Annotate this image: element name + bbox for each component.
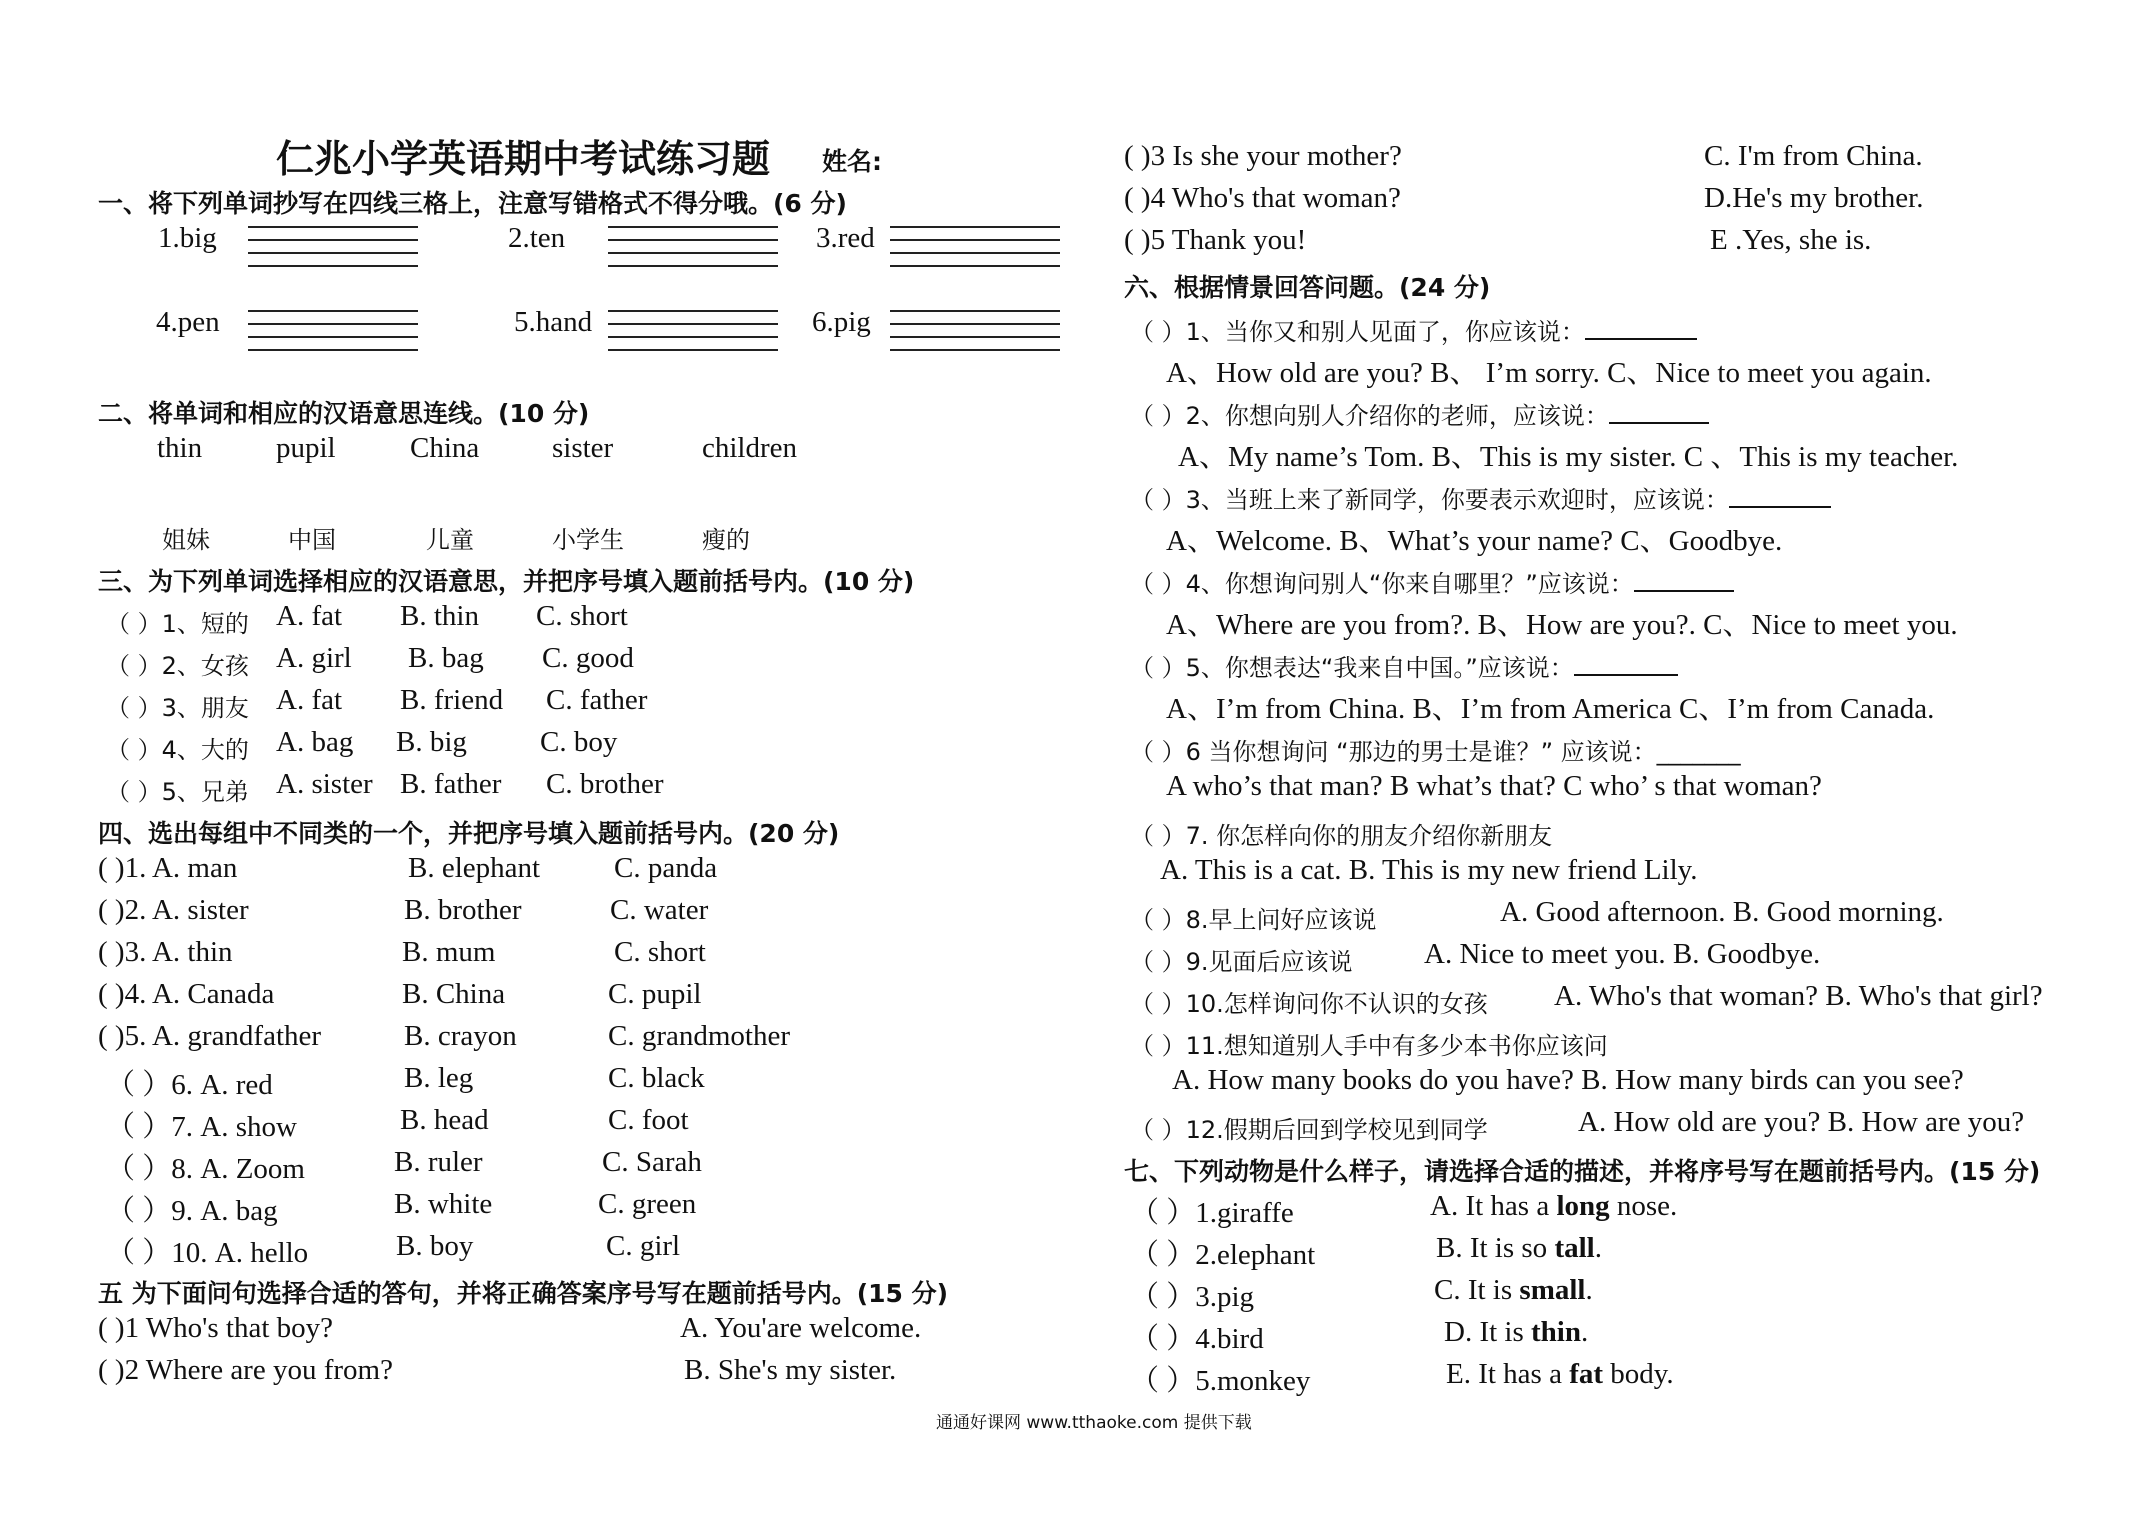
copy-word: 6.pig [812, 306, 871, 338]
answer-blank[interactable] [1729, 506, 1831, 508]
match-chinese-word[interactable]: 儿童 [426, 526, 474, 554]
match-english-word[interactable]: sister [552, 432, 614, 464]
s4-option-c: C. girl [606, 1230, 681, 1262]
s3-option-c: C. brother [546, 768, 664, 800]
s3-option-a: A. fat [276, 600, 343, 632]
s3-option-a: A. sister [276, 768, 373, 800]
s3-question[interactable]: （ ）5、兄弟 [106, 778, 249, 806]
s7-description: A. It has a long nose. [1430, 1190, 1678, 1222]
s5-answer: B. She's my sister. [684, 1354, 897, 1386]
copy-word: 1.big [158, 222, 217, 254]
s3-option-c: C. boy [540, 726, 618, 758]
page-title: 仁兆小学英语期中考试练习题 [276, 136, 771, 181]
s5-answer: C. I'm from China. [1704, 140, 1923, 172]
match-english-word[interactable]: thin [157, 432, 203, 464]
s6-question[interactable]: （ ）10.怎样询问你不认识的女孩 [1130, 990, 1488, 1018]
four-line-grid[interactable] [608, 226, 778, 278]
four-line-grid[interactable] [890, 226, 1060, 278]
s6-question[interactable]: （ ）11.想知道别人手中有多少本书你应该问 [1130, 1032, 1608, 1060]
answer-blank[interactable] [1574, 674, 1678, 676]
s6-question[interactable]: （ ）5、你想表达“我来自中国。”应该说： [1130, 648, 1678, 683]
s6-options: A、I’m from China. B、I’m from America C、I’m from Canada. [1166, 693, 1935, 725]
s6-options: A. How old are you? B. How are you? [1578, 1106, 2025, 1138]
s4-option-c: C. black [608, 1062, 705, 1094]
s4-option-b: B. white [394, 1188, 493, 1220]
s4-option-b: B. mum [402, 936, 496, 968]
s7-animal[interactable]: （ ）2.elephant [1130, 1239, 1316, 1271]
s4-question[interactable]: （ ）9. A. bag [106, 1195, 278, 1227]
s4-option-b: B. China [402, 978, 506, 1010]
section-3-heading: 三、为下列单词选择相应的汉语意思，并把序号填入题前括号内。(10 分) [98, 567, 915, 596]
s3-question[interactable]: （ ）2、女孩 [106, 652, 249, 680]
s4-option-c: C. Sarah [602, 1146, 702, 1178]
name-label: 姓名: [822, 147, 882, 176]
s7-animal[interactable]: （ ）5.monkey [1130, 1365, 1311, 1397]
s4-question[interactable]: （ ）10. A. hello [106, 1237, 309, 1269]
match-chinese-word[interactable]: 小学生 [552, 526, 624, 554]
section-7-heading: 七、下列动物是什么样子，请选择合适的描述，并将序号写在题前括号内。(15 分) [1124, 1157, 2041, 1186]
s4-question[interactable]: ( )3. A. thin [98, 936, 233, 968]
s6-question[interactable]: （ ）7. 你怎样向你的朋友介绍你新朋友 [1130, 822, 1553, 850]
s4-option-c: C. short [614, 936, 706, 968]
s3-option-a: A. girl [276, 642, 352, 674]
match-chinese-word[interactable]: 中国 [288, 526, 336, 554]
s4-option-b: B. ruler [394, 1146, 483, 1178]
s4-option-c: C. grandmother [608, 1020, 791, 1052]
section-2-heading: 二、将单词和相应的汉语意思连线。(10 分) [98, 399, 590, 428]
s7-animal[interactable]: （ ）3.pig [1130, 1281, 1255, 1313]
s3-question[interactable]: （ ）3、朋友 [106, 694, 249, 722]
s3-option-b: B. big [396, 726, 467, 758]
s3-option-a: A. fat [276, 684, 343, 716]
match-chinese-word[interactable]: 姐妹 [162, 526, 210, 554]
section-1-heading: 一、将下列单词抄写在四线三格上，注意写错格式不得分哦。(6 分) [98, 189, 847, 218]
s3-option-b: B. thin [400, 600, 479, 632]
s6-question[interactable]: （ ）12.假期后回到学校见到同学 [1130, 1116, 1488, 1144]
copy-word: 3.red [816, 222, 875, 254]
s6-question[interactable]: （ ）4、你想询问别人“你来自哪里？”应该说： [1130, 564, 1734, 599]
s6-options: A. Good afternoon. B. Good morning. [1500, 896, 1944, 928]
s3-option-c: C. good [542, 642, 634, 674]
copy-word: 5.hand [514, 306, 593, 338]
s3-option-c: C. short [536, 600, 628, 632]
s3-question[interactable]: （ ）4、大的 [106, 736, 249, 764]
s6-question[interactable]: （ ）1、当你又和别人见面了，你应该说： [1130, 312, 1697, 347]
s4-option-b: B. brother [404, 894, 522, 926]
section-6-heading: 六、根据情景回答问题。(24 分) [1124, 273, 1491, 302]
s5-question[interactable]: ( )2 Where are you from? [98, 1354, 393, 1386]
s3-question[interactable]: （ ）1、短的 [106, 610, 249, 638]
s4-option-b: B. elephant [408, 852, 541, 884]
s6-question[interactable]: （ ）2、你想向别人介绍你的老师，应该说： [1130, 396, 1709, 431]
match-english-word[interactable]: China [410, 432, 480, 464]
s3-option-b: B. friend [400, 684, 504, 716]
s5-answer: A. You'are welcome. [680, 1312, 922, 1344]
answer-blank[interactable] [1634, 590, 1734, 592]
s4-question[interactable]: （ ）7. A. show [106, 1111, 297, 1143]
match-chinese-word[interactable]: 瘦的 [702, 526, 750, 554]
s5-question[interactable]: ( )5 Thank you! [1124, 224, 1307, 256]
s4-question[interactable]: ( )2. A. sister [98, 894, 249, 926]
s3-option-b: B. father [400, 768, 502, 800]
copy-word: 4.pen [156, 306, 220, 338]
section-4-heading: 四、选出每组中不同类的一个，并把序号填入题前括号内。(20 分) [98, 819, 840, 848]
four-line-grid[interactable] [248, 310, 418, 362]
answer-blank[interactable] [1585, 338, 1697, 340]
s6-options: A、Where are you from?. B、How are you?. C、Nice to meet you. [1166, 609, 1958, 641]
s6-options: A. Who's that woman? B. Who's that girl? [1554, 980, 2043, 1012]
s4-option-b: B. boy [396, 1230, 474, 1262]
s5-question[interactable]: ( )4 Who's that woman? [1124, 182, 1401, 214]
s6-options: A、How old are you? B、 I’m sorry. C、Nice to meet you again. [1166, 357, 1932, 389]
s4-question[interactable]: （ ）6. A. red [106, 1069, 273, 1101]
s7-description: C. It is small. [1434, 1274, 1593, 1306]
s4-question[interactable]: ( )4. A. Canada [98, 978, 275, 1010]
s4-question[interactable]: ( )5. A. grandfather [98, 1020, 322, 1052]
four-line-grid[interactable] [608, 310, 778, 362]
s5-answer: E .Yes, she is. [1710, 224, 1872, 256]
section-5-heading: 五 为下面问句选择合适的答句，并将正确答案序号写在题前括号内。(15 分) [98, 1279, 949, 1308]
s4-option-c: C. panda [614, 852, 718, 884]
s4-option-b: B. crayon [404, 1020, 517, 1052]
s7-description: D. It is thin. [1444, 1316, 1589, 1348]
s6-question[interactable]: （ ）8.早上问好应该说 [1130, 906, 1377, 934]
s6-options: A. Nice to meet you. B. Goodbye. [1424, 938, 1821, 970]
s4-question[interactable]: （ ）8. A. Zoom [106, 1153, 305, 1185]
match-english-word[interactable]: children [702, 432, 798, 464]
s4-option-c: C. green [598, 1188, 697, 1220]
s3-option-c: C. father [546, 684, 648, 716]
s6-options: A. How many books do you have? B. How many birds can you see? [1172, 1064, 1964, 1096]
four-line-grid[interactable] [890, 310, 1060, 362]
s6-question[interactable]: （ ）6 当你想询问 “那边的男士是谁？” 应该说：_______ [1130, 738, 1741, 766]
s3-option-a: A. bag [276, 726, 354, 758]
s7-animal[interactable]: （ ）1.giraffe [1130, 1197, 1294, 1229]
s6-options: A、Welcome. B、What’s your name? C、Goodbye. [1166, 525, 1783, 557]
s6-options: A. This is a cat. B. This is my new friend Lily. [1160, 854, 1698, 886]
four-line-grid[interactable] [248, 226, 418, 278]
s3-option-b: B. bag [408, 642, 484, 674]
s6-question[interactable]: （ ）9.见面后应该说 [1130, 948, 1353, 976]
s6-question[interactable]: （ ）3、当班上来了新同学，你要表示欢迎时，应该说： [1130, 480, 1831, 515]
s4-question[interactable]: ( )1. A. man [98, 852, 238, 884]
s7-animal[interactable]: （ ）4.bird [1130, 1323, 1264, 1355]
s4-option-c: C. water [610, 894, 709, 926]
s7-description: E. It has a fat body. [1446, 1358, 1674, 1390]
s4-option-b: B. leg [404, 1062, 474, 1094]
s6-options: A、My name’s Tom. B、This is my sister. C 、This is my teacher. [1178, 441, 1959, 473]
s5-question[interactable]: ( )1 Who's that boy? [98, 1312, 334, 1344]
s5-question[interactable]: ( )3 Is she your mother? [1124, 140, 1402, 172]
answer-blank[interactable] [1609, 422, 1709, 424]
match-english-word[interactable]: pupil [276, 432, 336, 464]
s6-options: A who’s that man? B what’s that? C who’ s that woman? [1166, 770, 1822, 802]
s4-option-b: B. head [400, 1104, 489, 1136]
s5-answer: D.He's my brother. [1704, 182, 1924, 214]
s4-option-c: C. foot [608, 1104, 689, 1136]
copy-word: 2.ten [508, 222, 566, 254]
s4-option-c: C. pupil [608, 978, 702, 1010]
footer-note: 通通好课网 www.tthaoke.com 提供下载 [936, 1413, 1252, 1433]
s7-description: B. It is so tall. [1436, 1232, 1602, 1264]
